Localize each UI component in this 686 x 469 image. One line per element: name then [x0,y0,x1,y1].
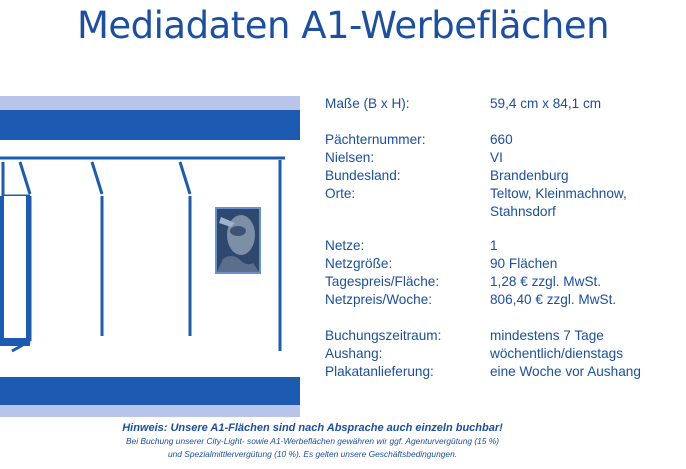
detail-row: Orte: Teltow, Kleinmachnow, [325,186,627,201]
detail-row: Aushang: wöchentlich/dienstags [325,346,623,361]
footer-note-line-2: und Spezialmittlervergütung (10 %). Es gelten unsere Geschäftsbedingungen. [167,449,458,459]
footer [0,422,625,460]
detail-row: Plakatanlieferung: eine Woche vor Aushang [325,364,641,379]
detail-row: Netze: 1 [325,238,498,253]
detail-row: Buchungszeitraum: mindestens 7 Tage [325,328,604,343]
footer-hint: Hinweis: Unsere A1-Flächen sind nach Absprache auch einzeln buchbar! [122,422,503,434]
bottom-dark-band [0,377,300,405]
detail-row: Stahnsdorf [490,204,556,219]
detail-row: Bundesland: Brandenburg [325,168,569,183]
detail-row: Pächternummer: 660 [325,132,513,147]
footer-note-line-1: Bei Buchung unserer City-Light- sowie A1-Werbeflächen gewähren wir ggf. Agenturvergütung (15 %) [125,436,500,446]
bottom-light-band [0,405,300,417]
detail-row: Netzpreis/Woche: 806,40 € zzgl. MwSt. [325,292,617,307]
detail-row: Nielsen: VI [325,150,503,165]
detail-row: Maße (B x H): 59,4 cm x 84,1 cm [325,96,602,111]
detail-row: Tagespreis/Fläche: 1,28 € zzgl. MwSt. [325,274,602,289]
poster-image [215,207,261,274]
page-title: Mediadaten A1-Werbeflächen [76,4,610,47]
detail-row: Netzgröße: 90 Flächen [325,256,558,271]
